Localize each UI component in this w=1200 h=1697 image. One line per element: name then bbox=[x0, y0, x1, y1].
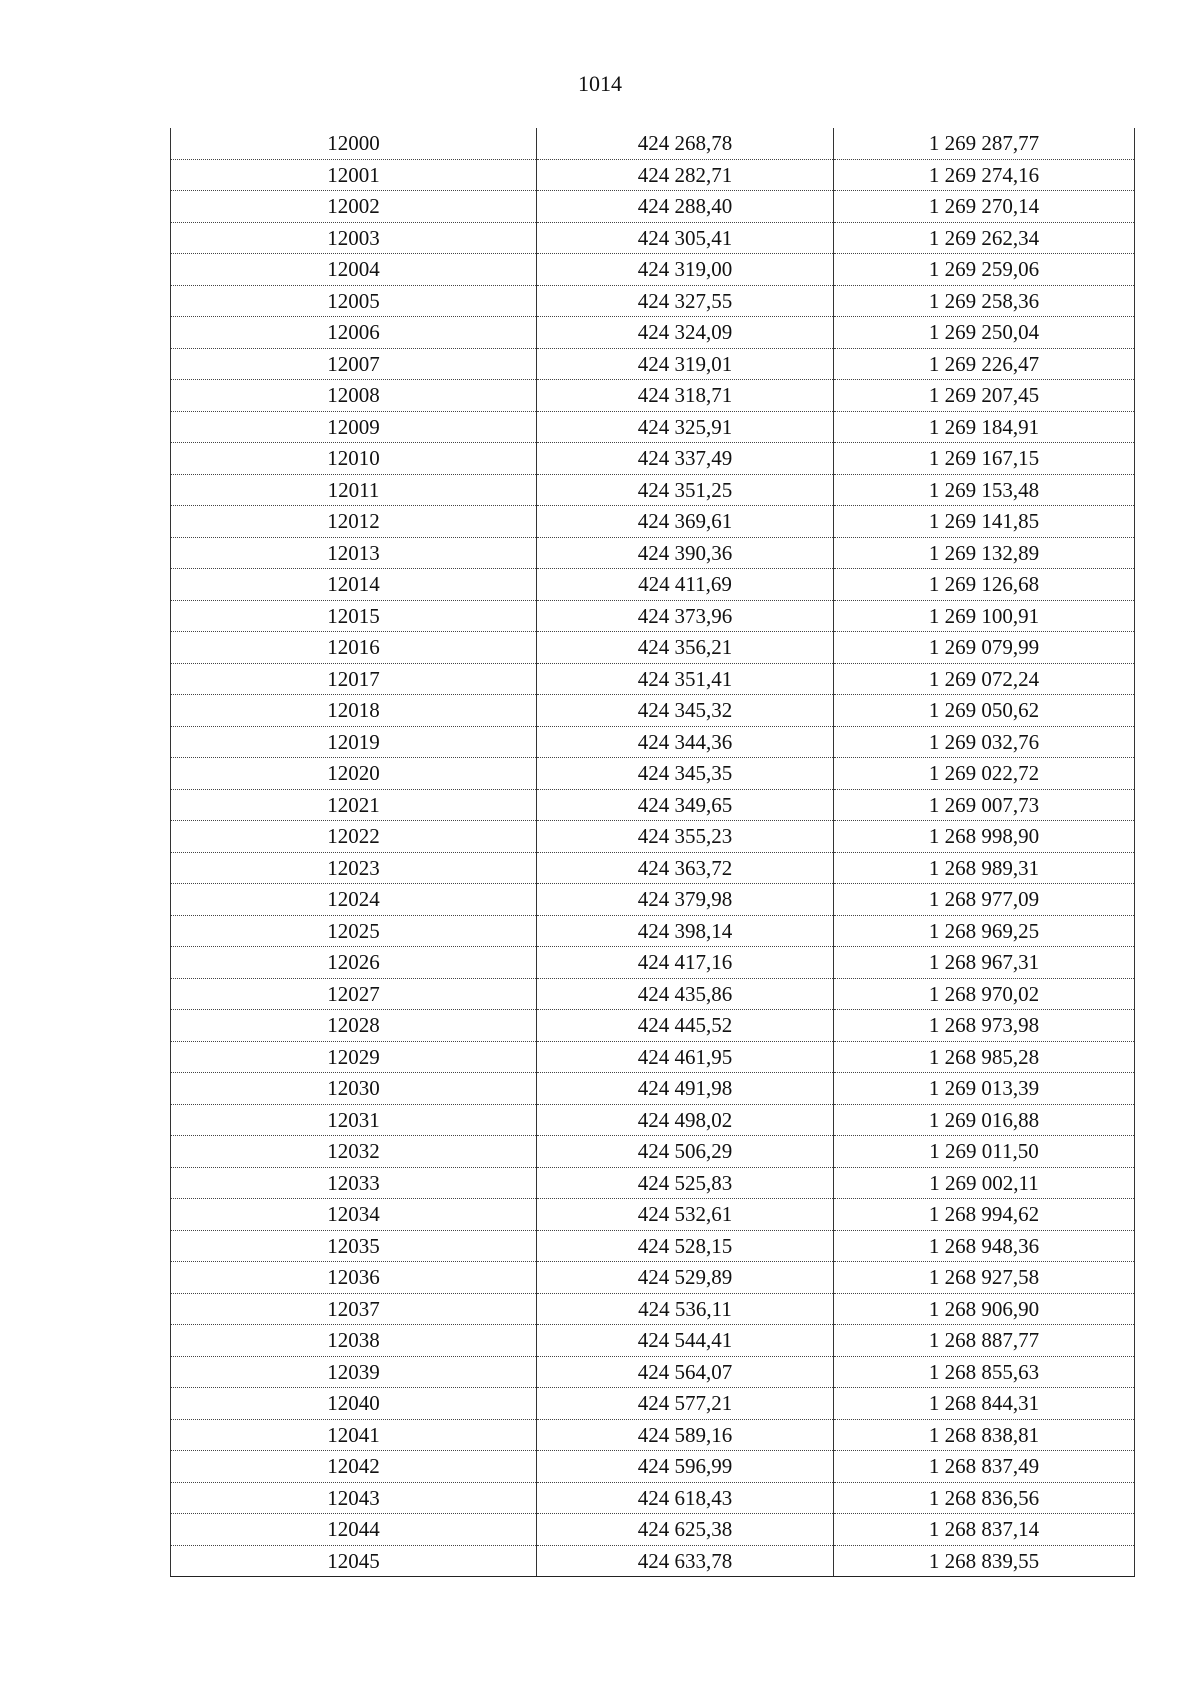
table-row bbox=[171, 317, 1135, 349]
point-number-cell: 12019 bbox=[171, 726, 537, 758]
table-row bbox=[171, 1230, 1135, 1262]
y-coordinate-cell: 1 269 184,91 bbox=[834, 411, 1135, 443]
page-number: 1014 bbox=[578, 71, 622, 96]
x-coordinate-cell: 424 379,98 bbox=[537, 884, 834, 916]
x-coordinate-cell: 424 305,41 bbox=[537, 222, 834, 254]
table-row bbox=[171, 1388, 1135, 1420]
x-coordinate-cell: 424 345,35 bbox=[537, 758, 834, 790]
point-number-cell: 12014 bbox=[171, 569, 537, 601]
y-coordinate-cell: 1 269 259,06 bbox=[834, 254, 1135, 286]
x-coordinate-cell: 424 536,11 bbox=[537, 1293, 834, 1325]
point-number-cell: 12003 bbox=[171, 222, 537, 254]
table-row bbox=[171, 695, 1135, 727]
point-number-cell: 12015 bbox=[171, 600, 537, 632]
table-row bbox=[171, 632, 1135, 664]
table-row bbox=[171, 663, 1135, 695]
table-row bbox=[171, 1482, 1135, 1514]
x-coordinate-cell: 424 525,83 bbox=[537, 1167, 834, 1199]
y-coordinate-cell: 1 268 837,49 bbox=[834, 1451, 1135, 1483]
point-number-cell: 12012 bbox=[171, 506, 537, 538]
y-coordinate-cell: 1 268 998,90 bbox=[834, 821, 1135, 853]
table-row bbox=[171, 1041, 1135, 1073]
table-row bbox=[171, 569, 1135, 601]
y-coordinate-cell: 1 269 287,77 bbox=[834, 128, 1135, 159]
x-coordinate-cell: 424 351,41 bbox=[537, 663, 834, 695]
x-coordinate-cell: 424 417,16 bbox=[537, 947, 834, 979]
x-coordinate-cell: 424 491,98 bbox=[537, 1073, 834, 1105]
table-row bbox=[171, 1262, 1135, 1294]
x-coordinate-cell: 424 319,01 bbox=[537, 348, 834, 380]
x-coordinate-cell: 424 625,38 bbox=[537, 1514, 834, 1546]
table-row bbox=[171, 947, 1135, 979]
table-row bbox=[171, 348, 1135, 380]
x-coordinate-cell: 424 529,89 bbox=[537, 1262, 834, 1294]
y-coordinate-cell: 1 268 837,14 bbox=[834, 1514, 1135, 1546]
table-row bbox=[171, 191, 1135, 223]
table-row bbox=[171, 758, 1135, 790]
y-coordinate-cell: 1 269 022,72 bbox=[834, 758, 1135, 790]
x-coordinate-cell: 424 506,29 bbox=[537, 1136, 834, 1168]
point-number-cell: 12040 bbox=[171, 1388, 537, 1420]
y-coordinate-cell: 1 268 989,31 bbox=[834, 852, 1135, 884]
y-coordinate-cell: 1 269 002,11 bbox=[834, 1167, 1135, 1199]
point-number-cell: 12013 bbox=[171, 537, 537, 569]
table-row bbox=[171, 1545, 1135, 1577]
table-row bbox=[171, 1419, 1135, 1451]
x-coordinate-cell: 424 532,61 bbox=[537, 1199, 834, 1231]
point-number-cell: 12017 bbox=[171, 663, 537, 695]
x-coordinate-cell: 424 589,16 bbox=[537, 1419, 834, 1451]
y-coordinate-cell: 1 269 258,36 bbox=[834, 285, 1135, 317]
point-number-cell: 12038 bbox=[171, 1325, 537, 1357]
point-number-cell: 12011 bbox=[171, 474, 537, 506]
x-coordinate-cell: 424 324,09 bbox=[537, 317, 834, 349]
x-coordinate-cell: 424 435,86 bbox=[537, 978, 834, 1010]
y-coordinate-cell: 1 269 079,99 bbox=[834, 632, 1135, 664]
x-coordinate-cell: 424 618,43 bbox=[537, 1482, 834, 1514]
y-coordinate-cell: 1 268 977,09 bbox=[834, 884, 1135, 916]
y-coordinate-cell: 1 269 167,15 bbox=[834, 443, 1135, 475]
table-row bbox=[171, 821, 1135, 853]
y-coordinate-cell: 1 269 032,76 bbox=[834, 726, 1135, 758]
y-coordinate-cell: 1 268 839,55 bbox=[834, 1545, 1135, 1577]
x-coordinate-cell: 424 411,69 bbox=[537, 569, 834, 601]
table-row bbox=[171, 380, 1135, 412]
y-coordinate-cell: 1 268 927,58 bbox=[834, 1262, 1135, 1294]
x-coordinate-cell: 424 369,61 bbox=[537, 506, 834, 538]
table-row bbox=[171, 852, 1135, 884]
point-number-cell: 12033 bbox=[171, 1167, 537, 1199]
x-coordinate-cell: 424 461,95 bbox=[537, 1041, 834, 1073]
point-number-cell: 12001 bbox=[171, 159, 537, 191]
x-coordinate-cell: 424 327,55 bbox=[537, 285, 834, 317]
table-row bbox=[171, 411, 1135, 443]
x-coordinate-cell: 424 318,71 bbox=[537, 380, 834, 412]
point-number-cell: 12029 bbox=[171, 1041, 537, 1073]
table-row bbox=[171, 1010, 1135, 1042]
point-number-cell: 12032 bbox=[171, 1136, 537, 1168]
x-coordinate-cell: 424 564,07 bbox=[537, 1356, 834, 1388]
y-coordinate-cell: 1 269 100,91 bbox=[834, 600, 1135, 632]
x-coordinate-cell: 424 544,41 bbox=[537, 1325, 834, 1357]
x-coordinate-cell: 424 445,52 bbox=[537, 1010, 834, 1042]
point-number-cell: 12000 bbox=[171, 128, 537, 159]
point-number-cell: 12026 bbox=[171, 947, 537, 979]
x-coordinate-cell: 424 398,14 bbox=[537, 915, 834, 947]
table-row bbox=[171, 1293, 1135, 1325]
y-coordinate-cell: 1 269 050,62 bbox=[834, 695, 1135, 727]
table-row bbox=[171, 978, 1135, 1010]
x-coordinate-cell: 424 355,23 bbox=[537, 821, 834, 853]
x-coordinate-cell: 424 337,49 bbox=[537, 443, 834, 475]
y-coordinate-cell: 1 269 270,14 bbox=[834, 191, 1135, 223]
y-coordinate-cell: 1 269 013,39 bbox=[834, 1073, 1135, 1105]
point-number-cell: 12043 bbox=[171, 1482, 537, 1514]
point-number-cell: 12039 bbox=[171, 1356, 537, 1388]
point-number-cell: 12023 bbox=[171, 852, 537, 884]
y-coordinate-cell: 1 268 887,77 bbox=[834, 1325, 1135, 1357]
table-row bbox=[171, 443, 1135, 475]
y-coordinate-cell: 1 269 132,89 bbox=[834, 537, 1135, 569]
point-number-cell: 12025 bbox=[171, 915, 537, 947]
x-coordinate-cell: 424 498,02 bbox=[537, 1104, 834, 1136]
point-number-cell: 12002 bbox=[171, 191, 537, 223]
x-coordinate-cell: 424 596,99 bbox=[537, 1451, 834, 1483]
x-coordinate-cell: 424 363,72 bbox=[537, 852, 834, 884]
x-coordinate-cell: 424 349,65 bbox=[537, 789, 834, 821]
y-coordinate-cell: 1 269 226,47 bbox=[834, 348, 1135, 380]
table-row bbox=[171, 1136, 1135, 1168]
point-number-cell: 12041 bbox=[171, 1419, 537, 1451]
point-number-cell: 12024 bbox=[171, 884, 537, 916]
x-coordinate-cell: 424 633,78 bbox=[537, 1545, 834, 1577]
table-row bbox=[171, 285, 1135, 317]
x-coordinate-cell: 424 282,71 bbox=[537, 159, 834, 191]
point-number-cell: 12008 bbox=[171, 380, 537, 412]
table-row bbox=[171, 537, 1135, 569]
point-number-cell: 12031 bbox=[171, 1104, 537, 1136]
table-row bbox=[171, 1514, 1135, 1546]
x-coordinate-cell: 424 344,36 bbox=[537, 726, 834, 758]
y-coordinate-cell: 1 269 141,85 bbox=[834, 506, 1135, 538]
table-row bbox=[171, 884, 1135, 916]
point-number-cell: 12020 bbox=[171, 758, 537, 790]
table-row bbox=[171, 128, 1135, 159]
x-coordinate-cell: 424 345,32 bbox=[537, 695, 834, 727]
y-coordinate-cell: 1 269 153,48 bbox=[834, 474, 1135, 506]
point-number-cell: 12021 bbox=[171, 789, 537, 821]
point-number-cell: 12022 bbox=[171, 821, 537, 853]
y-coordinate-cell: 1 268 836,56 bbox=[834, 1482, 1135, 1514]
y-coordinate-cell: 1 269 072,24 bbox=[834, 663, 1135, 695]
table-row bbox=[171, 1356, 1135, 1388]
x-coordinate-cell: 424 528,15 bbox=[537, 1230, 834, 1262]
y-coordinate-cell: 1 268 994,62 bbox=[834, 1199, 1135, 1231]
point-number-cell: 12005 bbox=[171, 285, 537, 317]
y-coordinate-cell: 1 269 250,04 bbox=[834, 317, 1135, 349]
y-coordinate-cell: 1 268 844,31 bbox=[834, 1388, 1135, 1420]
x-coordinate-cell: 424 268,78 bbox=[537, 128, 834, 159]
table-row bbox=[171, 915, 1135, 947]
point-number-cell: 12030 bbox=[171, 1073, 537, 1105]
point-number-cell: 12028 bbox=[171, 1010, 537, 1042]
table-row bbox=[171, 222, 1135, 254]
x-coordinate-cell: 424 356,21 bbox=[537, 632, 834, 664]
x-coordinate-cell: 424 325,91 bbox=[537, 411, 834, 443]
x-coordinate-cell: 424 390,36 bbox=[537, 537, 834, 569]
table-row bbox=[171, 159, 1135, 191]
coordinates-table bbox=[170, 128, 1135, 1577]
point-number-cell: 12018 bbox=[171, 695, 537, 727]
y-coordinate-cell: 1 268 906,90 bbox=[834, 1293, 1135, 1325]
y-coordinate-cell: 1 269 126,68 bbox=[834, 569, 1135, 601]
y-coordinate-cell: 1 268 985,28 bbox=[834, 1041, 1135, 1073]
table-row bbox=[171, 1199, 1135, 1231]
point-number-cell: 12035 bbox=[171, 1230, 537, 1262]
point-number-cell: 12034 bbox=[171, 1199, 537, 1231]
table-row bbox=[171, 506, 1135, 538]
table-row bbox=[171, 1073, 1135, 1105]
table-row bbox=[171, 726, 1135, 758]
x-coordinate-cell: 424 373,96 bbox=[537, 600, 834, 632]
y-coordinate-cell: 1 269 007,73 bbox=[834, 789, 1135, 821]
y-coordinate-cell: 1 268 838,81 bbox=[834, 1419, 1135, 1451]
x-coordinate-cell: 424 288,40 bbox=[537, 191, 834, 223]
point-number-cell: 12004 bbox=[171, 254, 537, 286]
x-coordinate-cell: 424 577,21 bbox=[537, 1388, 834, 1420]
x-coordinate-cell: 424 351,25 bbox=[537, 474, 834, 506]
point-number-cell: 12016 bbox=[171, 632, 537, 664]
y-coordinate-cell: 1 269 262,34 bbox=[834, 222, 1135, 254]
point-number-cell: 12045 bbox=[171, 1545, 537, 1577]
table-body bbox=[171, 128, 1135, 1577]
y-coordinate-cell: 1 269 207,45 bbox=[834, 380, 1135, 412]
y-coordinate-cell: 1 269 016,88 bbox=[834, 1104, 1135, 1136]
x-coordinate-cell: 424 319,00 bbox=[537, 254, 834, 286]
y-coordinate-cell: 1 268 969,25 bbox=[834, 915, 1135, 947]
y-coordinate-cell: 1 268 948,36 bbox=[834, 1230, 1135, 1262]
point-number-cell: 12007 bbox=[171, 348, 537, 380]
table-row bbox=[171, 1325, 1135, 1357]
y-coordinate-cell: 1 268 855,63 bbox=[834, 1356, 1135, 1388]
point-number-cell: 12037 bbox=[171, 1293, 537, 1325]
table-row bbox=[171, 600, 1135, 632]
point-number-cell: 12027 bbox=[171, 978, 537, 1010]
y-coordinate-cell: 1 269 011,50 bbox=[834, 1136, 1135, 1168]
point-number-cell: 12036 bbox=[171, 1262, 537, 1294]
point-number-cell: 12006 bbox=[171, 317, 537, 349]
point-number-cell: 12044 bbox=[171, 1514, 537, 1546]
table-row bbox=[171, 254, 1135, 286]
y-coordinate-cell: 1 268 967,31 bbox=[834, 947, 1135, 979]
y-coordinate-cell: 1 268 973,98 bbox=[834, 1010, 1135, 1042]
point-number-cell: 12042 bbox=[171, 1451, 537, 1483]
table-row bbox=[171, 1451, 1135, 1483]
table-row bbox=[171, 789, 1135, 821]
point-number-cell: 12010 bbox=[171, 443, 537, 475]
table-row bbox=[171, 474, 1135, 506]
y-coordinate-cell: 1 268 970,02 bbox=[834, 978, 1135, 1010]
table-row bbox=[171, 1104, 1135, 1136]
y-coordinate-cell: 1 269 274,16 bbox=[834, 159, 1135, 191]
table-row bbox=[171, 1167, 1135, 1199]
point-number-cell: 12009 bbox=[171, 411, 537, 443]
